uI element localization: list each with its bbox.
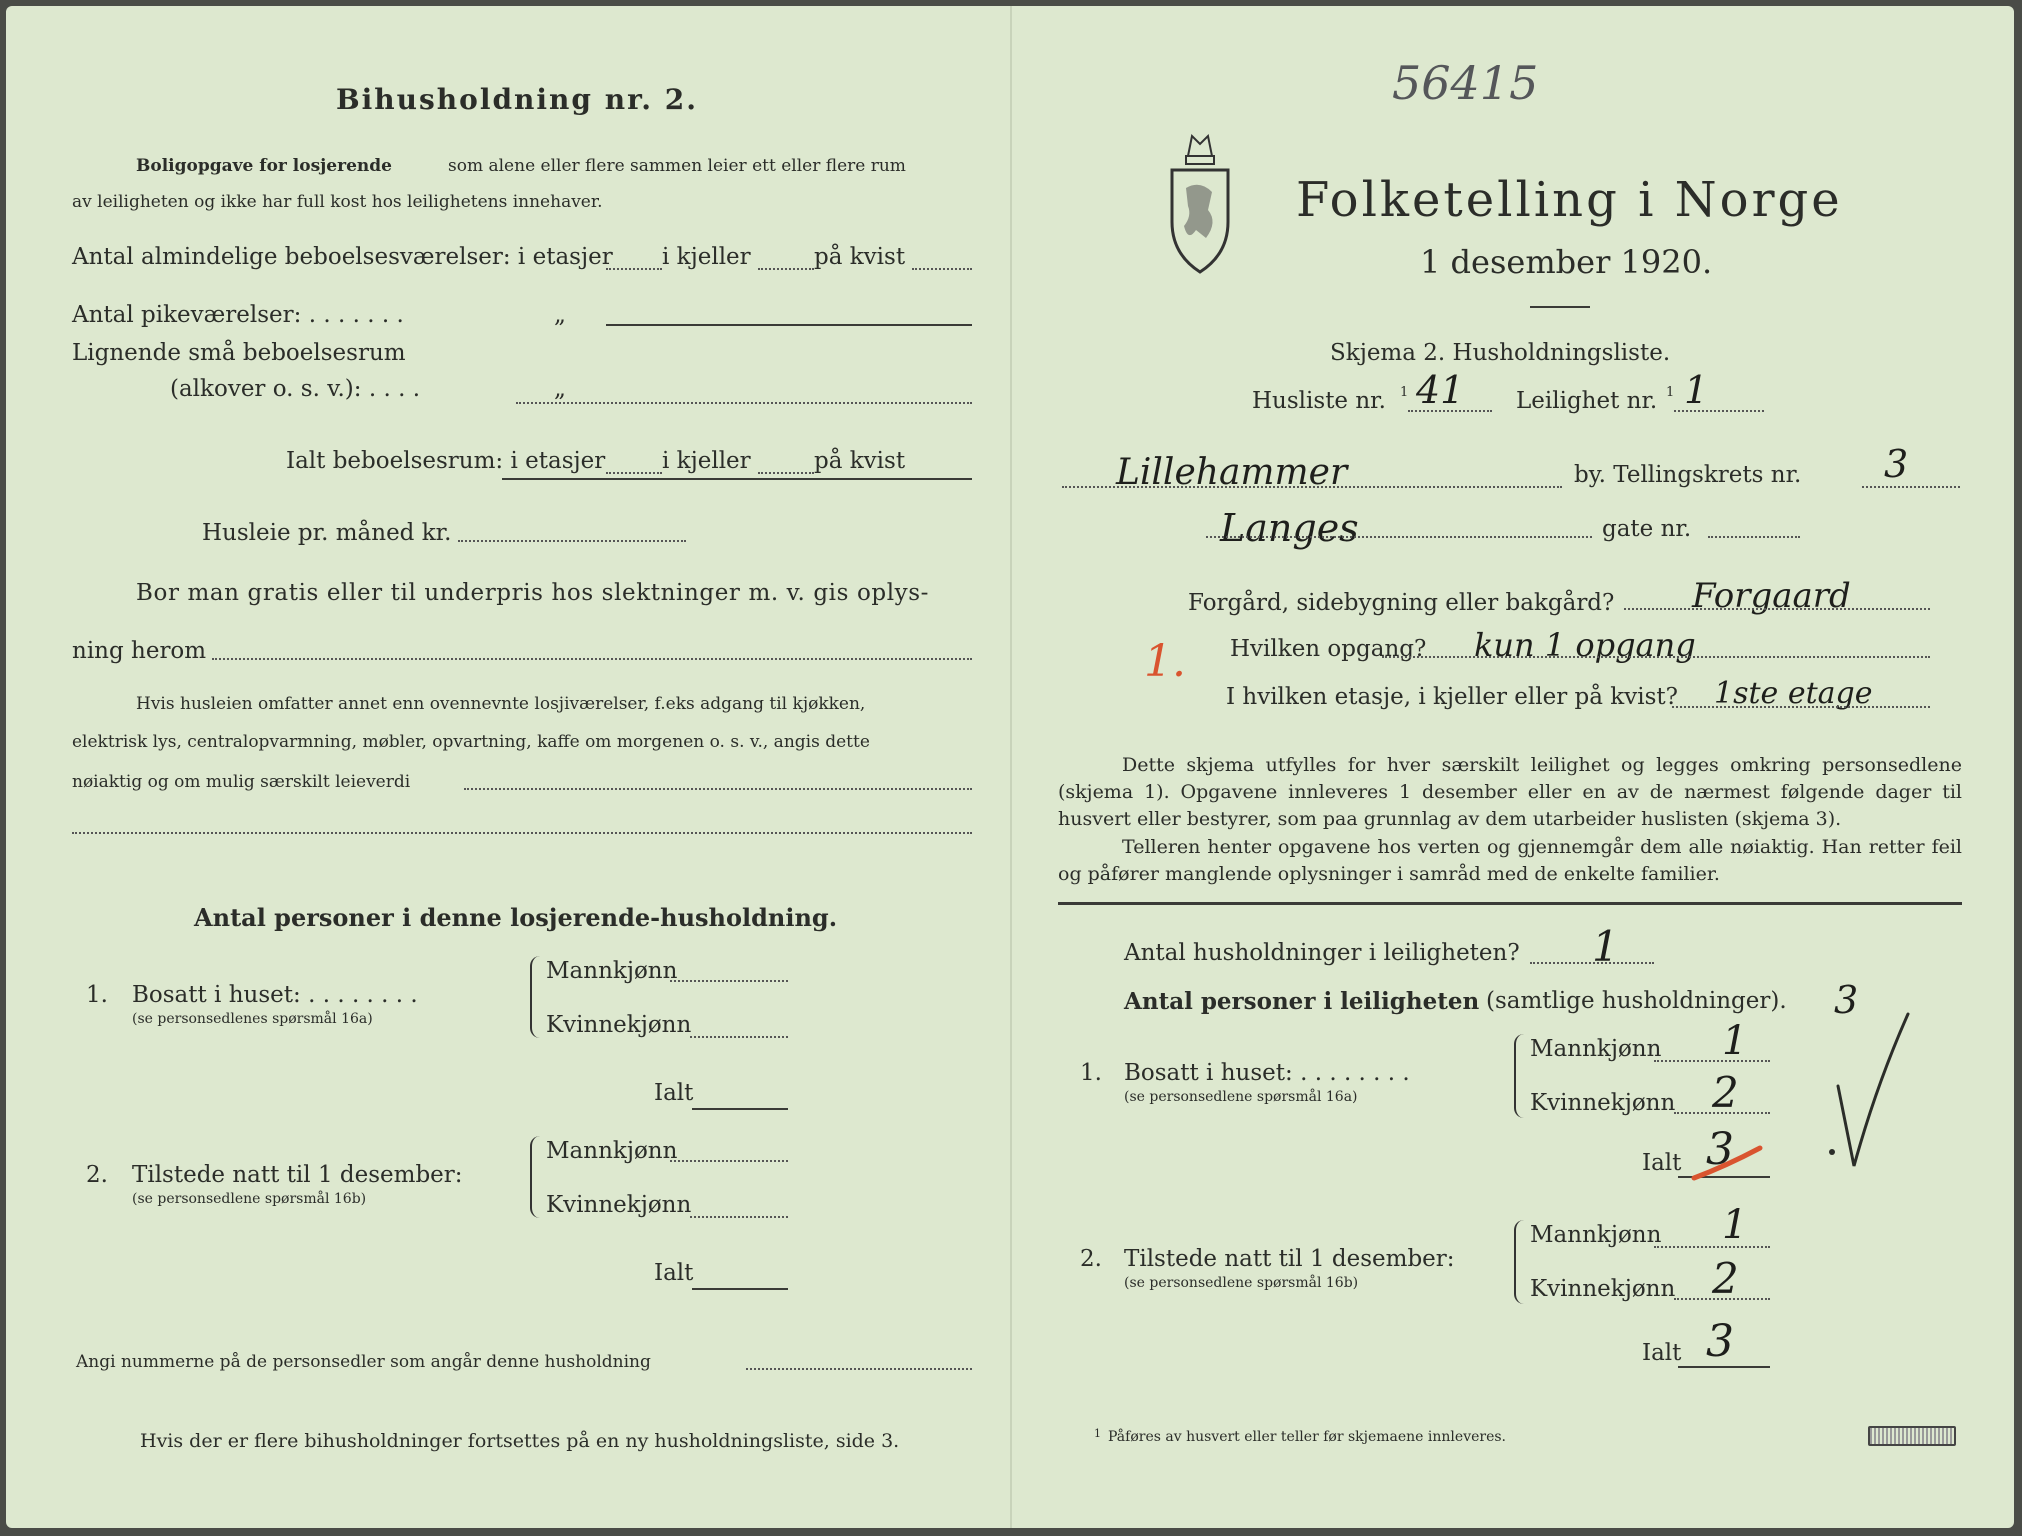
- krets-field: [1862, 486, 1960, 488]
- leilighet-label: Leilighet nr.: [1516, 388, 1658, 414]
- ialt-etasjer-field: [606, 472, 662, 474]
- right-q2-brace: [1514, 1220, 1528, 1304]
- opgang-value: kun 1 opgang: [1474, 626, 1696, 664]
- red-correction-stroke-icon: [1686, 1136, 1776, 1186]
- rooms-kvist-label: på kvist: [814, 244, 906, 270]
- husliste-sup: 1: [1400, 385, 1409, 400]
- antal-pers-rest: (samtlige husholdninger).: [1486, 988, 1787, 1014]
- leilighet-sup: 1: [1666, 385, 1675, 400]
- lign-label-2: (alkover o. s. v.): . . . .: [170, 376, 421, 402]
- pike-field: [606, 324, 972, 326]
- left-q1-brace: [530, 956, 544, 1038]
- right-q2-mann-value: 1: [1722, 1202, 1748, 1248]
- right-q2-mann-label: Mannkjønn: [1530, 1222, 1662, 1248]
- left-q2-num: 2.: [86, 1162, 108, 1188]
- rooms-label: Antal almindelige beboelsesværelser: i etasjer: [72, 244, 613, 270]
- ialt-kjeller-label: i kjeller: [662, 448, 751, 474]
- section-rule: [1058, 902, 1962, 905]
- left-q1-mann-label: Mannkjønn: [546, 958, 678, 984]
- opgang-label: Hvilken opgang?: [1230, 636, 1427, 662]
- coat-of-arms-icon: [1166, 126, 1234, 276]
- left-q1-num: 1.: [86, 982, 108, 1008]
- right-q1-kvinne-label: Kvinnekjønn: [1530, 1090, 1676, 1116]
- checkmark-icon: [1806, 1006, 1916, 1176]
- bor-line2: ning herom: [72, 638, 207, 664]
- right-q2-kvinne-field: [1674, 1298, 1770, 1300]
- gate-label: gate nr.: [1602, 516, 1692, 542]
- left-q2-mann-label: Mannkjønn: [546, 1138, 678, 1164]
- etasje-label: I hvilken etasje, i kjeller eller på kvist?: [1226, 684, 1678, 710]
- bor-line1: Bor man gratis eller til underpris hos slektninger m. v. gis oplys-: [136, 580, 930, 606]
- right-q1-mann-value: 1: [1722, 1018, 1748, 1064]
- angi-label: Angi nummerne på de personsedler som angår denne husholdning: [76, 1352, 651, 1372]
- ialt-rum-label: Ialt beboelsesrum: i etasjer: [286, 448, 606, 474]
- left-q2-brace: [530, 1136, 544, 1218]
- lign-ditto: „: [554, 376, 566, 402]
- husleie-label: Husleie pr. måned kr.: [202, 520, 452, 546]
- red-pencil-mark: 1.: [1144, 636, 1186, 687]
- right-q1-brace: [1514, 1034, 1528, 1118]
- left-q2-kvinne-field: [690, 1216, 788, 1218]
- left-q1-mann-field: [670, 980, 788, 982]
- by-value: Lillehammer: [1116, 452, 1348, 493]
- right-q2-num: 2.: [1080, 1246, 1102, 1272]
- hvis-line1: Hvis husleien omfatter annet enn ovennevnte losjiværelser, f.eks adgang til kjøkken,: [136, 694, 866, 714]
- right-q1-label: Bosatt i huset: . . . . . . . .: [1124, 1060, 1410, 1086]
- antal-hush-label: Antal husholdninger i leiligheten?: [1124, 940, 1520, 966]
- rooms-kvist-field: [912, 268, 972, 270]
- left-title: Bihusholdning nr. 2.: [336, 83, 698, 116]
- gate-value: Langes: [1220, 506, 1359, 550]
- right-q1-ialt-label: Ialt: [1642, 1150, 1682, 1176]
- right-q1-ialt-value: 3: [1706, 1124, 1734, 1175]
- antal-pers-bold: Antal personer i leiligheten: [1124, 988, 1480, 1015]
- hvis-line3: nøiaktig og om mulig særskilt leieverdi: [72, 772, 411, 792]
- forgard-label: Forgård, sidebygning eller bakgård?: [1188, 590, 1615, 616]
- census-date: 1 desember 1920.: [1420, 243, 1713, 281]
- footnote-num: 1: [1094, 1427, 1101, 1440]
- left-q1-label: Bosatt i huset: . . . . . . . .: [132, 982, 418, 1008]
- rooms-kjeller-label: i kjeller: [662, 244, 751, 270]
- leieverdi-field: [464, 788, 972, 790]
- right-q2-mann-field: [1654, 1246, 1770, 1248]
- etasje-field: [1672, 706, 1930, 708]
- left-q2-ialt-field: [692, 1288, 788, 1290]
- right-q1-kvinne-field: [1674, 1112, 1770, 1114]
- bor-field: [212, 658, 972, 660]
- leilighet-value: 1: [1684, 368, 1709, 412]
- right-q2-ialt-label: Ialt: [1642, 1340, 1682, 1366]
- title-rule: [1530, 306, 1590, 308]
- right-q1-kvinne-value: 2: [1712, 1068, 1739, 1117]
- antal-pers-value: 3: [1834, 978, 1859, 1022]
- right-q1-sub: (se personsedlene spørsmål 16a): [1124, 1089, 1358, 1105]
- ialt-kvist-label: på kvist: [814, 448, 906, 474]
- husliste-value: 41: [1416, 368, 1465, 412]
- right-q2-label: Tilstede natt til 1 desember:: [1124, 1246, 1455, 1272]
- page-fold: [1010, 6, 1012, 1528]
- left-q1-ialt-label: Ialt: [654, 1080, 694, 1106]
- ialt-underline: [502, 478, 972, 480]
- census-form-sheet: [6, 6, 2014, 1528]
- gate-field: [1206, 536, 1592, 538]
- instructions-p1: Dette skjema utfylles for hver særskilt leilighet og legges omkring personsedlene (skjema 1). Opgavene innleveres 1 desember eller en av de nærmest følgende dager til husvert eller bestyrer, som paa grunnlag av dem utarbeider huslisten (skjema 3).: [1058, 754, 1962, 830]
- husleie-field: [458, 540, 686, 542]
- footnote-text: Påføres av husvert eller teller før skjemaene innleveres.: [1108, 1429, 1506, 1445]
- left-footer: Hvis der er flere bihusholdninger fortsettes på en ny husholdningsliste, side 3.: [140, 1430, 900, 1452]
- right-q2-sub: (se personsedlene spørsmål 16b): [1124, 1275, 1359, 1291]
- rooms-etasjer-field: [606, 268, 662, 270]
- by-field: [1062, 486, 1562, 488]
- leilighet-field: [1674, 410, 1764, 412]
- etasje-value: 1ste etage: [1714, 676, 1873, 711]
- archive-number: 56415: [1392, 56, 1539, 110]
- left-q1-ialt-field: [692, 1108, 788, 1110]
- right-q2-kvinne-label: Kvinnekjønn: [1530, 1276, 1676, 1302]
- left-q2-kvinne-label: Kvinnekjønn: [546, 1192, 692, 1218]
- antal-hush-value: 1: [1592, 922, 1619, 971]
- left-antal-heading: Antal personer i denne losjerende-husholdning.: [194, 903, 838, 932]
- pike-ditto-1: „: [554, 302, 566, 328]
- left-q2-sub: (se personsedlene spørsmål 16b): [132, 1191, 367, 1207]
- right-q2-ialt-value: 3: [1706, 1316, 1734, 1367]
- husliste-field: [1408, 410, 1492, 412]
- antal-hush-field: [1530, 962, 1654, 964]
- right-q2-ialt-field: [1678, 1366, 1770, 1368]
- left-q1-kvinne-label: Kvinnekjønn: [546, 1012, 692, 1038]
- angi-field: [746, 1368, 972, 1370]
- right-q1-num: 1.: [1080, 1060, 1102, 1086]
- lign-field: [516, 402, 972, 404]
- opgang-field: [1382, 656, 1930, 658]
- left-q1-sub: (se personsedlenes spørsmål 16a): [132, 1011, 373, 1027]
- leieverdi-field-2: [72, 832, 972, 834]
- right-q1-mann-label: Mannkjønn: [1530, 1036, 1662, 1062]
- left-q2-label: Tilstede natt til 1 desember:: [132, 1162, 463, 1188]
- husliste-label: Husliste nr.: [1252, 388, 1386, 414]
- rooms-kjeller-field: [758, 268, 814, 270]
- intro-line2: av leiligheten og ikke har full kost hos leilighetens innehaver.: [72, 192, 603, 212]
- krets-value: 3: [1884, 442, 1909, 486]
- right-q1-mann-field: [1654, 1060, 1770, 1062]
- by-label: by. Tellingskrets nr.: [1574, 462, 1802, 488]
- left-q1-kvinne-field: [690, 1036, 788, 1038]
- gate-nr-field: [1708, 536, 1800, 538]
- pike-label: Antal pikeværelser: . . . . . . .: [72, 302, 404, 328]
- printer-stamp-icon: [1868, 1426, 1956, 1446]
- forgard-value: Forgaard: [1692, 576, 1851, 616]
- right-title: Folketelling i Norge: [1296, 172, 1843, 228]
- intro-bold: Boligopgave for losjerende: [136, 156, 392, 176]
- forgard-field: [1624, 608, 1930, 610]
- intro-rest: som alene eller flere sammen leier ett eller flere rum: [448, 156, 906, 176]
- ialt-kjeller-field: [758, 472, 814, 474]
- instructions-p2: Telleren henter opgavene hos verten og gjennemgår dem alle nøiaktig. Han retter feil og påfører manglende oplysninger i samråd med de enkelte familier.: [1058, 836, 1962, 885]
- left-q2-mann-field: [670, 1160, 788, 1162]
- lign-label-1: Lignende små beboelsesrum: [72, 340, 406, 366]
- right-q2-kvinne-value: 2: [1712, 1254, 1739, 1303]
- left-q2-ialt-label: Ialt: [654, 1260, 694, 1286]
- skjema-label: Skjema 2. Husholdningsliste.: [1330, 340, 1671, 366]
- hvis-line2: elektrisk lys, centralopvarmning, møbler, opvartning, kaffe om morgenen o. s. v., angis dette: [72, 732, 870, 752]
